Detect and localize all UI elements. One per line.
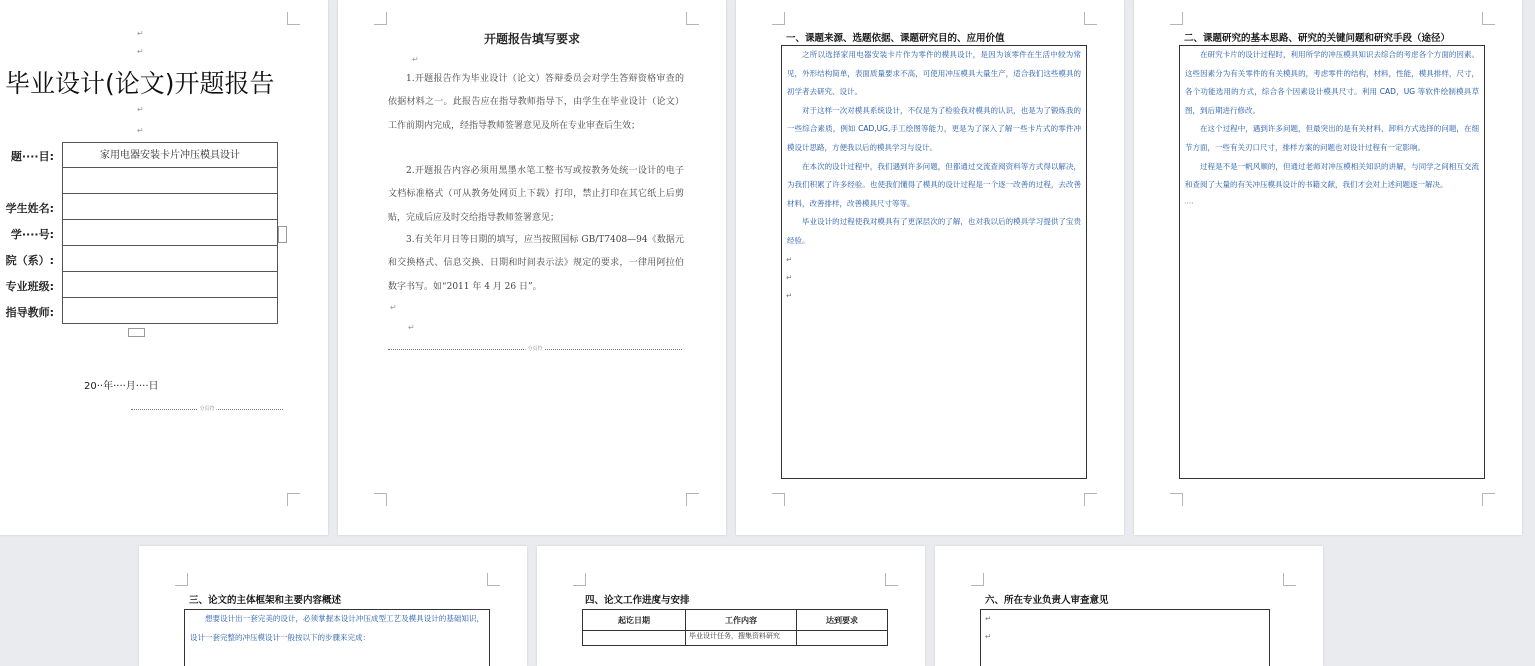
form-row-class [0, 272, 300, 298]
content-paragraph: 毕业设计的过程使我对模具有了更深层次的了解，也对我以后的模具学习提供了宝贵经验。 [787, 217, 1081, 245]
table-header-row [583, 610, 888, 631]
margin-mark [374, 12, 387, 25]
paragraph-mark: ↵ [137, 47, 144, 56]
cover-form [0, 142, 300, 342]
margin-mark [175, 573, 188, 586]
section6-heading: 六、所在专业负责人审查意见 [985, 595, 1109, 606]
advisor-field[interactable] [62, 298, 278, 324]
margin-mark [1482, 493, 1495, 506]
margin-mark [1170, 493, 1183, 506]
class-field[interactable] [62, 272, 278, 298]
margin-mark [971, 573, 984, 586]
paragraph-mark: ↵ [137, 105, 144, 114]
form-row-student-name [0, 194, 300, 220]
section6-content-box[interactable] [980, 609, 1270, 666]
margin-mark [287, 12, 300, 25]
page-section6 [935, 546, 1323, 666]
schedule-table [582, 609, 888, 646]
form-row-department [0, 246, 300, 272]
margin-mark [885, 573, 898, 586]
field-label: 指导教师: [5, 306, 54, 319]
content-paragraph: 在本次的设计过程中，我们遇到许多问题，但都通过交流查阅资料等方式得以解决，为我们积累了许多经验。也使我们懂得了模具的设计过程是一个逐一改善的过程，去改善材料，改善排样，改善模具尺寸等等。 [787, 161, 1081, 208]
form-row-blank [0, 168, 300, 194]
content-paragraph: 对于这样一次对模具系统设计，不仅是为了检验我对模具的认识，也是为了锻炼我的一些综合素质，例如 CAD,UG,手工绘图等能力，更是为了深入了解一些卡片式的零件冲模设计思路，方便我以后的模具学习与设计。 [787, 105, 1081, 152]
paragraph-mark: ↵ [985, 632, 992, 641]
student-name-field[interactable] [62, 194, 278, 220]
content-paragraph: 在这个过程中，遇到许多问题，但最突出的是有关材料，卸料方式选择的问题，在细节方面，一些有关刃口尺寸，排样方案的问题也对设计过程有一定影响。 [1185, 124, 1479, 152]
report-date: 20··年····月····日 [84, 381, 159, 392]
topic-field[interactable]: 家用电器安装卡片冲压模具设计 [62, 142, 278, 168]
section1-content-box[interactable] [781, 45, 1087, 479]
paragraph-mark: ↵ [390, 303, 397, 312]
margin-mark [686, 12, 699, 25]
form-row-advisor [0, 298, 300, 324]
paragraph-mark: ↵ [985, 614, 992, 623]
margin-mark [287, 493, 300, 506]
margin-mark [1482, 12, 1495, 25]
field-label: 学····号: [10, 228, 54, 241]
margin-mark [1283, 573, 1296, 586]
margin-mark [772, 493, 785, 506]
column-header: 达到要求 [797, 610, 888, 631]
section3-content-box[interactable] [184, 609, 490, 666]
content-paragraph: 之所以选择家用电器安装卡片作为零件的模具设计，是因为该零件在生活中较为常见，外形结构简单，表面质量要求不高，可使用冲压模具大量生产，适合我们这些模具的初学者去研究、设计。 [787, 50, 1081, 97]
content-paragraph: 想要设计出一套完美的设计，必须掌握本设计冲压成型工艺及模具设计的基础知识，设计一套完整的冲压模设计一般按以下的步骤来完成： [190, 614, 484, 642]
margin-mark [573, 573, 586, 586]
column-header: 工作内容 [686, 610, 797, 631]
margin-mark [686, 493, 699, 506]
field-label: 学生姓名: [5, 202, 54, 215]
table-cell[interactable]: 毕业设计任务，搜集资料研究 [686, 631, 797, 646]
form-row-topic [0, 142, 300, 168]
table-row [583, 631, 888, 646]
report-title: 毕业设计(论文)开题报告 [5, 69, 275, 98]
content-paragraph: 在研究卡片的设计过程时，利用所学的冲压模具知识去综合的考虑各个方面的因素。这些因素分为有关零件的有关模具的，考虑零件的结构，材料，性能，模具排样，尺寸，各个功能选用的方式，综合各个因素设计模具尺寸。利用 CAD，UG 等软件绘制模具草图，到后期进行修改。 [1185, 50, 1479, 115]
page-break: 分页符 [388, 349, 682, 350]
section2-content-box[interactable] [1179, 45, 1485, 479]
field-label: 院（系）: [5, 254, 54, 267]
table-cell[interactable] [583, 631, 686, 646]
paragraph-mark: ↵ [408, 323, 415, 332]
content-paragraph: 过程是不是一帆风顺的，但通过老师对冲压模相关知识的讲解，与同学之间相互交流和查阅了大量的有关冲压模具设计的书籍文献，我们才会对上述问题逐一解决。 [1185, 161, 1479, 190]
paragraph-mark: ↵ [412, 55, 419, 64]
paragraph-mark: ↵ [137, 29, 144, 38]
margin-mark [1084, 493, 1097, 506]
page-break: 分页符 [131, 409, 283, 410]
form-row-student-id [0, 220, 300, 246]
paragraph-mark: ↵ [786, 272, 793, 282]
trailing-dots: ···· [1184, 198, 1194, 208]
margin-mark [487, 573, 500, 586]
table-cell[interactable] [797, 631, 888, 646]
requirement-item: 3.有关年月日等日期的填写，应当按照国标 GB/T7408—94《数据元和交换格式、信息交换、日期和时间表示法》规定的要求，一律用阿拉伯数字书写。如“2011 年 4 月 26 日”。 [388, 235, 684, 292]
field-label: 专业班级: [5, 280, 54, 293]
page-section4 [537, 546, 925, 666]
section4-heading: 四、论文工作进度与安排 [585, 595, 690, 606]
section3-heading: 三、论文的主体框架和主要内容概述 [189, 595, 342, 606]
table-resize-handle[interactable] [128, 328, 145, 337]
field-label: 题····目: [10, 150, 54, 163]
margin-mark [374, 493, 387, 506]
requirement-item: 2.开题报告内容必须用黑墨水笔工整书写或按教务处统一设计的电子文档标准格式（可从教务处网页上下载）打印，禁止打印在其它纸上后剪贴，完成后应及时交给指导教师签署意见； [388, 166, 684, 223]
paragraph-mark: ↵ [786, 254, 793, 264]
margin-mark [1170, 12, 1183, 25]
paragraph-mark: ↵ [137, 126, 144, 135]
page-section3 [139, 546, 527, 666]
paragraph-mark: ↵ [786, 290, 793, 300]
section1-heading: 一、课题来源、选题依据、课题研究目的、应用价值 [786, 33, 1005, 44]
page-section2 [1134, 0, 1522, 535]
student-id-field[interactable] [62, 220, 278, 246]
department-field[interactable] [62, 246, 278, 272]
section2-heading: 二、课题研究的基本思路、研究的关键问题和研究手段（途径） [1184, 33, 1451, 44]
margin-mark [772, 12, 785, 25]
requirements-title: 开题报告填写要求 [483, 32, 580, 46]
column-header: 起讫日期 [583, 610, 686, 631]
margin-mark [1084, 12, 1097, 25]
blank-field[interactable] [62, 168, 278, 194]
requirement-item: 1.开题报告作为毕业设计（论文）答辩委员会对学生答辩资格审查的依据材料之一。此报告应在指导教师指导下，由学生在毕业设计（论文）工作前期内完成，经指导教师签署意见及所在专业审查后生效； [388, 74, 684, 131]
page-requirements [338, 0, 726, 535]
table-add-column-handle[interactable] [278, 226, 287, 243]
page-section1 [736, 0, 1124, 535]
